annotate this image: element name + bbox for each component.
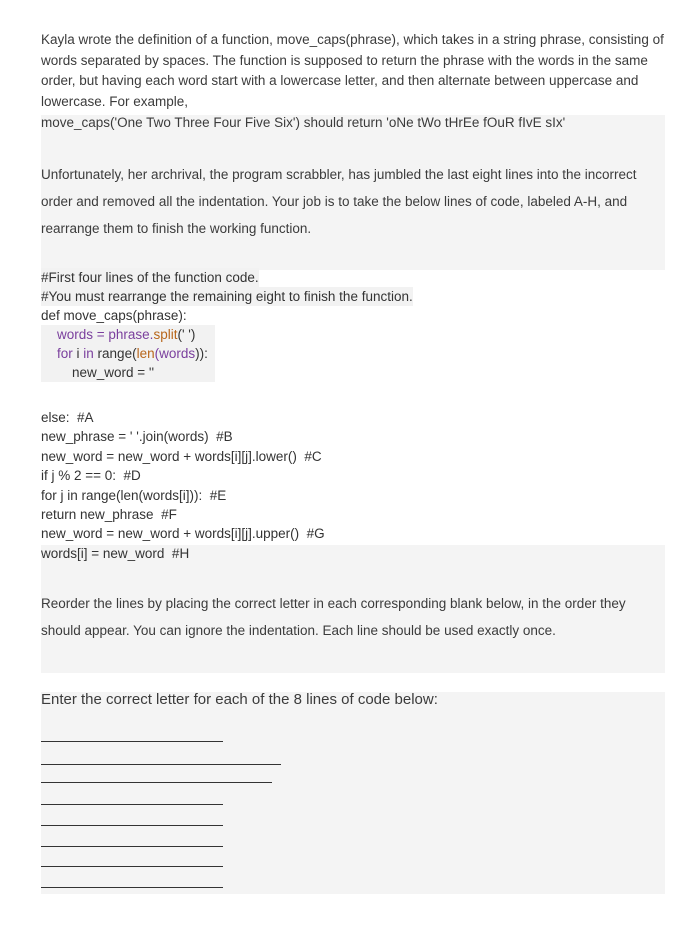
jumbled-line-f: return new_phrase #F	[41, 507, 177, 522]
jumbled-line-c: new_word = new_word + words[i][j].lower() #C	[41, 449, 322, 464]
len-call: len	[136, 346, 155, 361]
code-words-line	[41, 325, 215, 344]
jumbled-line-b: new_phrase = ' '.join(words) #B	[41, 429, 233, 444]
jumbled-line-h: words[i] = new_word #H	[41, 546, 190, 561]
instructions-text: Reorder the lines by placing the correct letter in each corresponding blank below, in the order they should appear. You can ignore the indentation. Each line should be used exactly once.	[41, 596, 626, 638]
answer-blank-8[interactable]	[41, 887, 223, 888]
answer-prompt: Enter the correct letter for each of the 8 lines of code below:	[41, 691, 438, 708]
for-var: i	[72, 346, 84, 361]
code-new-word-line: new_word = ''	[41, 363, 215, 382]
words-lhs: words = phrase.	[57, 327, 154, 342]
in-keyword: in	[83, 346, 94, 361]
jumbled-line-g: new_word = new_word + words[i][j].upper() #G	[41, 526, 325, 541]
range-call: range(	[93, 346, 137, 361]
split-args: (' ')	[177, 327, 196, 342]
code-comment-1: #First four lines of the function code.	[41, 270, 259, 285]
answer-blank-4[interactable]	[41, 804, 223, 805]
for-keyword: for	[57, 346, 73, 361]
intro-paragraph	[41, 30, 665, 112]
code-def-line: def move_caps(phrase):	[41, 308, 187, 323]
answer-blank-3[interactable]	[41, 782, 272, 783]
answer-blank-5[interactable]	[41, 825, 223, 826]
answer-blank-6[interactable]	[41, 846, 223, 847]
jumbled-line-d: if j % 2 == 0: #D	[41, 468, 141, 483]
split-call: split	[153, 327, 178, 342]
answer-blank-1[interactable]	[41, 741, 223, 742]
example-line: move_caps('One Two Three Four Five Six') should return 'oNe tWo tHrEe fOuR fIvE sIx'	[41, 115, 566, 130]
code-comment-2: #You must rearrange the remaining eight to finish the function.	[41, 289, 413, 304]
jumbled-line-a: else: #A	[41, 410, 94, 425]
jumbled-line-e: for j in range(len(words[i])): #E	[41, 488, 227, 503]
answer-blank-2[interactable]	[41, 764, 281, 765]
answer-blank-7[interactable]	[41, 866, 223, 867]
intro-text: Kayla wrote the definition of a function, move_caps(phrase), which takes in a string phrase, consisting of words separated by spaces. The function is supposed to return the phrase with the words in the same order, but having each word start with a lowercase letter, and then alternate between uppercase and lowercase. For example,	[41, 32, 664, 109]
code-for-line	[41, 344, 215, 363]
words-arg: (words	[154, 346, 196, 361]
problem-text: Unfortunately, her archrival, the program scrabbler, has jumbled the last eight lines into the incorrect order and removed all the indentation. Your job is to take the below lines of code, labeled A-H, and rearrange them to finish the working function.	[41, 167, 637, 236]
for-end: )):	[195, 346, 208, 361]
answer-panel	[41, 692, 665, 894]
